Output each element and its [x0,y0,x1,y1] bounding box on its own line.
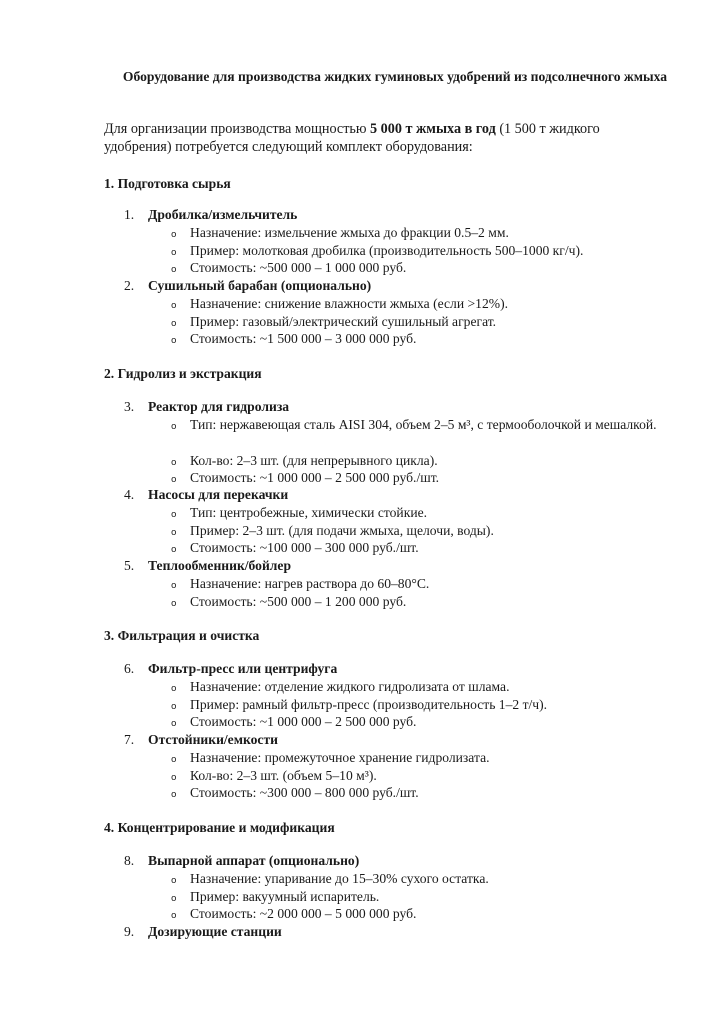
bullet-text: Тип: нержавеющая сталь AISI 304, объем 2–5 м³, с термооболочкой и мешалкой. [190,417,657,432]
bullet-item [171,713,417,733]
bullet-text: Назначение: снижение влажности жмыха (если >12%). [190,296,509,311]
item-label: Дозирующие станции [148,924,282,939]
bullet-marker: o [171,458,177,468]
bullet-text: Кол-во: 2–3 шт. (объем 5–10 м³). [190,768,377,783]
document-title: Оборудование для производства жидких гуминовых удобрений из подсолнечного жмыха [122,69,668,84]
list-item [124,398,289,415]
bullet-text: Стоимость: ~500 000 – 1 200 000 руб. [190,594,407,609]
item-label: Сушильный барабан (опционально) [148,278,372,293]
bullet-text: Назначение: измельчение жмыха до фракции 0.5–2 мм. [190,225,509,240]
bullet-marker: o [171,422,177,432]
bullet-marker: o [171,265,177,275]
section-heading: 1. Подготовка сырья [104,176,231,191]
intro-paragraph [104,120,664,156]
bullet-item [171,416,657,436]
item-number: 6. [124,661,135,676]
list-item [124,277,371,294]
bullet-marker: o [171,301,177,311]
bullet-marker: o [171,475,177,485]
intro-text-end: (1 500 т жидкого удобрения) потребуется следующий комплект оборудования: [104,121,600,155]
item-number: 5. [124,558,135,573]
bullet-item [171,504,428,524]
bullet-text: Пример: молотковая дробилка (производительность 500–1000 кг/ч). [190,243,584,258]
bullet-text: Стоимость: ~2 000 000 – 5 000 000 руб. [190,906,417,921]
bullet-text: Стоимость: ~300 000 – 800 000 руб./шт. [190,785,419,800]
bullet-marker: o [171,336,177,346]
bullet-item [171,224,509,244]
bullet-item [171,784,419,804]
item-number: 7. [124,732,135,747]
bullet-text: Пример: 2–3 шт. (для подачи жмыха, щелочи, воды). [190,523,494,538]
list-item [124,923,282,940]
bullet-text: Тип: центробежные, химически стойкие. [190,505,428,520]
bullet-text: Пример: рамный фильтр-пресс (производительность 1–2 т/ч). [190,697,548,712]
bullet-marker: o [171,248,177,258]
bullet-item [171,678,510,698]
item-label: Насосы для перекачки [148,487,289,502]
bullet-marker: o [171,719,177,729]
bullet-marker: o [171,702,177,712]
bullet-text: Назначение: промежуточное хранение гидролизата. [190,750,490,765]
bullet-marker: o [171,894,177,904]
bullet-text: Стоимость: ~1 500 000 – 3 000 000 руб. [190,331,417,346]
intro-text-start: Для организации производства мощностью [104,121,371,137]
list-item [124,852,359,869]
bullet-text: Назначение: нагрев раствора до 60–80°C. [190,576,430,591]
list-item [124,731,278,748]
section-heading: 4. Концентрирование и модификация [104,820,335,835]
bullet-marker: o [171,876,177,886]
item-number: 1. [124,207,135,222]
bullet-marker: o [171,911,177,921]
bullet-marker: o [171,599,177,609]
item-number: 9. [124,924,135,939]
item-label: Фильтр-пресс или центрифуга [148,661,338,676]
bullet-marker: o [171,755,177,765]
bullet-text: Стоимость: ~100 000 – 300 000 руб./шт. [190,540,419,555]
bullet-item [171,749,490,769]
item-label: Теплообменник/бойлер [148,558,292,573]
bullet-marker: o [171,528,177,538]
intro-capacity: 5 000 т жмыха в год [370,121,496,137]
bullet-marker: o [171,581,177,591]
item-number: 8. [124,853,135,868]
list-item [124,660,337,677]
list-item [124,206,297,223]
bullet-marker: o [171,319,177,329]
bullet-marker: o [171,790,177,800]
bullet-marker: o [171,684,177,694]
bullet-text: Пример: вакуумный испаритель. [190,889,380,904]
bullet-item [171,330,417,350]
bullet-item [171,593,407,613]
item-label: Выпарной аппарат (опционально) [148,853,360,868]
item-label: Реактор для гидролиза [148,399,290,414]
bullet-item [171,870,489,890]
bullet-marker: o [171,230,177,240]
bullet-item [171,905,417,925]
bullet-item [171,539,419,559]
section-heading: 3. Фильтрация и очистка [104,628,260,643]
bullet-text: Стоимость: ~1 000 000 – 2 500 000 руб. [190,714,417,729]
bullet-text: Пример: газовый/электрический сушильный агрегат. [190,314,497,329]
item-label: Отстойники/емкости [148,732,278,747]
item-number: 2. [124,278,135,293]
item-label: Дробилка/измельчитель [148,207,298,222]
bullet-text: Назначение: упаривание до 15–30% сухого остатка. [190,871,489,886]
bullet-marker: o [171,773,177,783]
bullet-text: Кол-во: 2–3 шт. (для непрерывного цикла). [190,453,438,468]
bullet-text: Стоимость: ~500 000 – 1 000 000 руб. [190,260,407,275]
list-item [124,486,288,503]
item-number: 4. [124,487,135,502]
section-heading: 2. Гидролиз и экстракция [104,366,262,381]
bullet-text: Стоимость: ~1 000 000 – 2 500 000 руб./шт. [190,470,440,485]
bullet-text: Назначение: отделение жидкого гидролизата от шлама. [190,679,510,694]
bullet-item [171,575,430,595]
bullet-item [171,259,407,279]
item-number: 3. [124,399,135,414]
list-item [124,557,291,574]
bullet-item [171,295,509,315]
bullet-marker: o [171,545,177,555]
bullet-marker: o [171,510,177,520]
